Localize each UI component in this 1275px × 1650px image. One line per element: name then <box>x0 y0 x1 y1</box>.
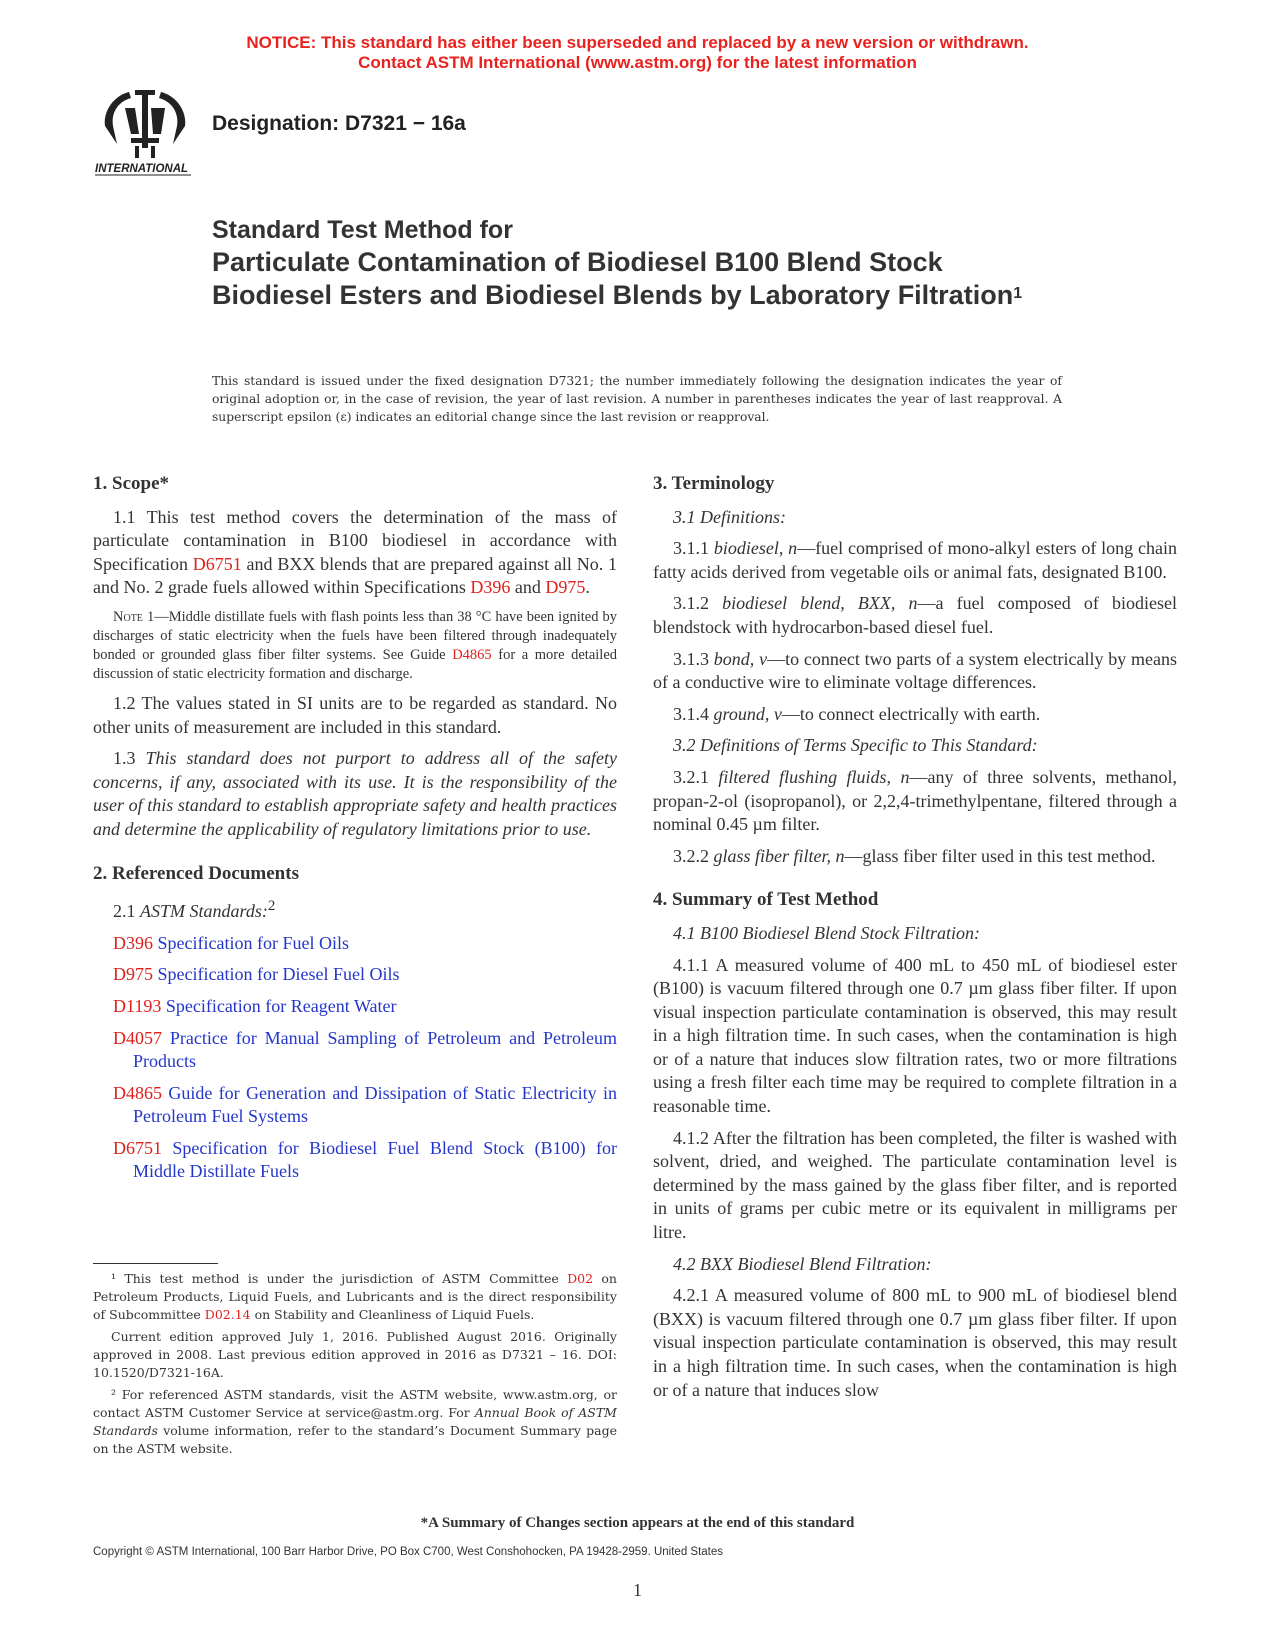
footnote-divider <box>93 1263 218 1264</box>
ref-title: Specification for Fuel Oils <box>153 932 349 953</box>
footnotes <box>93 1270 617 1462</box>
link-d02[interactable]: D02 <box>567 1271 594 1286</box>
p311-text: —fuel comprised of mono-alkyl esters of long chain fatty acids derived from vegetable oils or animal fats, designated B100. <box>653 538 1177 582</box>
paragraph-3-2: 3.2 Definitions of Terms Specific to This Standard: <box>673 735 1038 756</box>
p311-num: 3.1.1 <box>673 538 714 559</box>
fn2-text-b: volume information, refer to the standard’s Document Summary page on the ASTM website. <box>93 1423 617 1456</box>
ref-title: Specification for Diesel Fuel Oils <box>153 964 400 985</box>
right-column <box>653 472 1177 1410</box>
logo-text: INTERNATIONAL <box>95 163 189 175</box>
paragraph-4-1-2: 4.1.2 After the filtration has been completed, the filter is washed with solvent, dried, and weighed. The particulate contamination level is determined by the mass gained by the glass fiber filter, and is reported in units of grams per cubic metre or its equivalent in milligrams per litre. <box>653 1127 1177 1243</box>
p13-num: 1.3 <box>113 748 146 769</box>
paragraph-3-1: 3.1 Definitions: <box>673 506 786 527</box>
ref-title: Specification for Biodiesel Fuel Blend Stock (B100) for Middle Distillate Fuels <box>133 1137 617 1182</box>
paragraph-3-2-1 <box>653 766 1177 837</box>
footnote-current-edition: Current edition approved July 1, 2016. Published August 2016. Originally approved in 2008. Last previous edition approved in 2016 as D7321 – 16. DOI: 10.1520/D7321-16A. <box>93 1329 617 1380</box>
footnote-2 <box>93 1386 617 1458</box>
p21-num: 2.1 <box>113 901 140 922</box>
ref-code: D975 <box>113 964 153 985</box>
paragraph-4-1-1: 4.1.1 A measured volume of 400 mL to 450 mL of biodiesel ester (B100) is vacuum filtered through one 0.7 µm glass fiber filter. If upon visual inspection particulate contamination is observed, this may result in a high filtration time. In such cases, when the contamination is high or of a nature that induces slow filtration rates, two or more filtrations using a fresh filter each time may be required to complete filtration in a reasonable time. <box>653 954 1177 1117</box>
p322-term: glass fiber filter, n <box>713 845 845 866</box>
page-number: 1 <box>633 1580 642 1600</box>
paragraph-3-1-3 <box>653 648 1177 695</box>
p314-num: 3.1.4 <box>673 703 714 724</box>
link-d4865-note[interactable]: D4865 <box>452 646 492 663</box>
fn2-italic: Annual Book of ASTM Standards <box>93 1405 617 1438</box>
p322-num: 3.2.2 <box>673 845 714 866</box>
title-prefix: Standard Test Method for <box>212 216 513 244</box>
p312-term: biodiesel blend, BXX, n <box>722 593 918 614</box>
paragraph-1-1 <box>93 506 617 600</box>
p322-text: —glass fiber filter used in this test method. <box>844 845 1156 866</box>
ref-title: Guide for Generation and Dissipation of Static Electricity in Petroleum Fuel Systems <box>133 1082 617 1127</box>
reference-list <box>93 932 617 1184</box>
link-d02-14[interactable]: D02.14 <box>204 1307 251 1322</box>
left-column <box>93 472 617 1192</box>
fn1-text-c: on Stability and Cleanliness of Liquid Fuels. <box>250 1307 535 1322</box>
section-scope-heading: 1. Scope* <box>93 473 169 494</box>
p314-text: —to connect electrically with earth. <box>781 703 1041 724</box>
paragraph-3-1-4 <box>653 703 1177 727</box>
link-d396[interactable]: D396 <box>470 577 511 598</box>
p11-text-d: . <box>585 577 590 598</box>
ref-code: D6751 <box>113 1137 162 1158</box>
note-text-b: for a more detailed discussion of static electricity formation and discharge. <box>93 646 618 682</box>
title-main-text: Particulate Contamination of Biodiesel B100 Blend Stock Biodiesel Esters and Biodiesel Blends by Laboratory Filtration <box>212 247 1014 310</box>
link-d975[interactable]: D975 <box>545 577 586 598</box>
p321-text: —any of three solvents, methanol, propan-2-ol (isopropanol), or 2,2,4-trimethylpentane, filtered through a nominal 0.45 µm filter. <box>653 766 1177 835</box>
ref-title: Practice for Manual Sampling of Petroleum and Petroleum Products <box>133 1027 617 1072</box>
p11-text-c: and <box>510 577 546 598</box>
p21-footnote-marker: 2 <box>267 898 276 915</box>
ref-code: D1193 <box>113 995 162 1016</box>
p312-text: —a fuel composed of biodiesel blendstock with hydrocarbon-based diesel fuel. <box>653 593 1177 637</box>
title-footnote-marker: 1 <box>1013 285 1023 302</box>
notice-banner <box>0 33 1275 73</box>
reference-item[interactable] <box>113 932 617 956</box>
section-referenced-documents-heading: 2. Referenced Documents <box>93 862 299 884</box>
p313-term: bond, v <box>713 648 768 669</box>
astm-logo <box>95 86 195 176</box>
paragraph-4-2-1: 4.2.1 A measured volume of 800 mL to 900 mL of biodiesel blend (BXX) is vacuum filtered through one 0.7 µm glass fiber filter. If upon visual inspection particulate contamination is observed, this may result in a high filtration time. In such cases, when the contamination is high or of a nature that induces slow <box>653 1285 1177 1400</box>
paragraph-4-2: 4.2 BXX Biodiesel Blend Filtration: <box>673 1253 932 1274</box>
footnote-1 <box>93 1270 617 1324</box>
p311-term: biodiesel, n <box>713 538 798 559</box>
document-title <box>212 214 1062 312</box>
astm-logo-icon <box>95 86 195 176</box>
reference-item[interactable] <box>113 995 617 1019</box>
fn1-text-a: ¹ This test method is under the jurisdiction of ASTM Committee <box>111 1271 568 1286</box>
title-main <box>212 246 1062 312</box>
reference-item[interactable] <box>113 1137 617 1184</box>
note-1 <box>93 608 617 684</box>
copyright: Copyright © ASTM International, 100 Barr Harbor Drive, PO Box C700, West Conshohocken, PA 19428-2959. United States <box>93 1546 724 1558</box>
ref-code: D4865 <box>113 1082 162 1103</box>
summary-of-changes-note: *A Summary of Changes section appears at the end of this standard <box>420 1515 855 1531</box>
paragraph-4-1: 4.1 B100 Biodiesel Blend Stock Filtration: <box>673 922 980 943</box>
ref-code: D396 <box>113 932 153 953</box>
fn1-text-b: on Petroleum Products, Liquid Fuels, and Lubricants and is the direct responsibility of Subcommittee <box>93 1271 617 1322</box>
p321-term: filtered flushing fluids, n <box>718 766 910 787</box>
paragraph-2-1 <box>93 895 617 924</box>
p11-text-a: 1.1 This test method covers the determination of the mass of particulate contamination in B100 biodiesel in accordance with Specification <box>93 506 617 574</box>
ref-code: D4057 <box>113 1027 162 1048</box>
paragraph-1-2: 1.2 The values stated in SI units are to be regarded as standard. No other units of measurement are included in this standard. <box>93 692 617 737</box>
p314-term: ground, v <box>713 703 782 724</box>
p21-text: ASTM Standards: <box>140 901 268 922</box>
reference-item[interactable] <box>113 1082 617 1129</box>
issue-statement: This standard is issued under the fixed designation D7321; the number immediately following the designation indicates the year of original adoption or, in the case of revision, the year of last revision. A number in parentheses indicates the year of last reapproval. A superscript epsilon (ε) indicates an editorial change since the last revision or reapproval. <box>212 374 1062 424</box>
p11-text-b: and BXX blends that are prepared against all No. 1 and No. 2 grade fuels allowed within Specifications <box>93 553 618 598</box>
notice-line-2: Contact ASTM International (www.astm.org) for the latest information <box>358 53 917 72</box>
designation: Designation: D7321 − 16a <box>212 112 466 135</box>
section-summary-heading: 4. Summary of Test Method <box>653 889 879 911</box>
p13-text: This standard does not purport to address all of the safety concerns, if any, associated with its use. It is the responsibility of the user of this standard to establish appropriate safety and health practices and determine the applicability of regulatory limitations prior to use. <box>93 748 617 839</box>
note-label: Note <box>113 608 143 625</box>
p321-num: 3.2.1 <box>673 766 719 787</box>
ref-title: Specification for Reagent Water <box>161 995 397 1016</box>
link-d6751[interactable]: D6751 <box>192 553 242 574</box>
p313-num: 3.1.3 <box>673 648 714 669</box>
fn2-text-a: ² For referenced ASTM standards, visit the ASTM website, www.astm.org, or contact ASTM Customer Service at service@astm.org. For <box>93 1387 617 1420</box>
paragraph-3-2-2 <box>653 845 1177 869</box>
note-text-a: 1—Middle distillate fuels with flash points less than 38 °C have been ignited by discharges of static electricity when the fuels have been filtered through inadequately bonded or grounded glass fiber filter systems. See Guide <box>93 608 617 663</box>
notice-line-1: NOTICE: This standard has either been superseded and replaced by a new version or withdrawn. <box>246 33 1029 52</box>
p312-num: 3.1.2 <box>673 593 723 614</box>
paragraph-3-1-1 <box>653 537 1177 584</box>
reference-item[interactable] <box>113 1027 617 1074</box>
section-terminology-heading: 3. Terminology <box>653 473 775 494</box>
reference-item[interactable] <box>113 963 617 987</box>
paragraph-3-1-2 <box>653 592 1177 639</box>
p313-text: —to connect two parts of a system electrically by means of a conductive wire to eliminate voltage differences. <box>653 648 1178 693</box>
paragraph-1-3 <box>93 747 617 841</box>
